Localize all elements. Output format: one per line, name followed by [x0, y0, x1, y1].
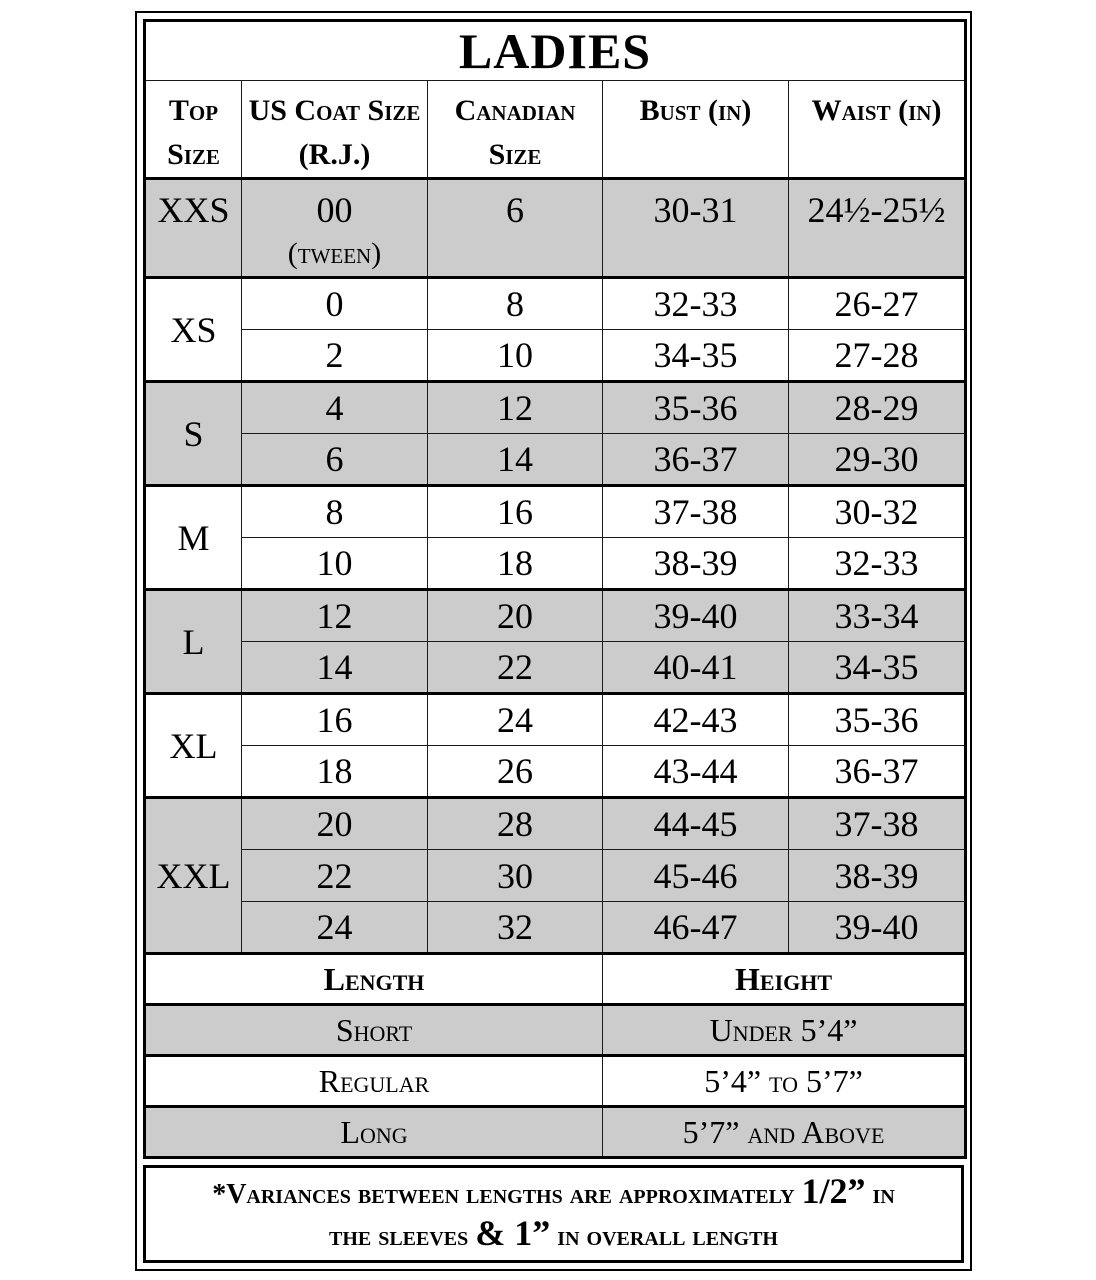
col-header-us-coat-size: US Coat Size (R.J.) [242, 81, 428, 179]
us-coat-size-cell: 22 [242, 850, 428, 902]
outer-frame [135, 11, 972, 1271]
footnote-line-2 [156, 1214, 951, 1256]
col-header-bust: Bust (in) [603, 81, 789, 179]
table-row-xl-2 [145, 746, 966, 798]
us-coat-size-cell: 8 [242, 486, 428, 538]
waist-cell: 35-36 [789, 694, 966, 746]
chart-title: LADIES [145, 21, 966, 81]
height-value: 5’4” to 5’7” [603, 1056, 966, 1107]
table-row-xxl-1 [145, 798, 966, 850]
canadian-size-cell: 26 [428, 746, 603, 798]
canadian-size-cell: 28 [428, 798, 603, 850]
canadian-size-cell: 20 [428, 590, 603, 642]
footnote-box [143, 1165, 964, 1263]
us-coat-size-cell: 14 [242, 642, 428, 694]
canadian-size-cell: 8 [428, 278, 603, 330]
top-size-label: S [145, 382, 242, 486]
waist-cell: 39-40 [789, 902, 966, 954]
waist-cell: 30-32 [789, 486, 966, 538]
bust-cell: 43-44 [603, 746, 789, 798]
footnote-line-1 [156, 1172, 951, 1214]
bust-cell: 34-35 [603, 330, 789, 382]
top-size-label: XL [145, 694, 242, 798]
table-row-xs-1 [145, 278, 966, 330]
height-value: 5’7” and Above [603, 1107, 966, 1158]
us-coat-size-cell: 20 [242, 798, 428, 850]
table-row-m-2 [145, 538, 966, 590]
table-row-xxl-2 [145, 850, 966, 902]
us-coat-size-value: 00 [316, 190, 353, 230]
length-height-header-row [145, 954, 966, 1005]
us-coat-size-cell: 24 [242, 902, 428, 954]
canadian-size-cell: 32 [428, 902, 603, 954]
canadian-size-cell: 18 [428, 538, 603, 590]
bust-cell: 46-47 [603, 902, 789, 954]
us-coat-size-cell: 6 [242, 434, 428, 486]
table-row-l-1 [145, 590, 966, 642]
table-row-s-2 [145, 434, 966, 486]
table-row-xl-1 [145, 694, 966, 746]
us-coat-size-cell: 2 [242, 330, 428, 382]
canadian-size-cell: 22 [428, 642, 603, 694]
bust-cell: 39-40 [603, 590, 789, 642]
canadian-size-cell: 24 [428, 694, 603, 746]
us-coat-size-cell: 4 [242, 382, 428, 434]
bust-cell: 35-36 [603, 382, 789, 434]
us-coat-size-cell: 16 [242, 694, 428, 746]
canadian-size-cell: 6 [428, 179, 603, 278]
table-row-l-2 [145, 642, 966, 694]
bust-cell: 36-37 [603, 434, 789, 486]
footnote-text: in overall length [550, 1221, 778, 1252]
length-row-long [145, 1107, 966, 1158]
length-value: Regular [145, 1056, 603, 1107]
length-header: Length [145, 954, 603, 1005]
table-row-xxl-3 [145, 902, 966, 954]
footnote-measurement: & 1” [475, 1213, 551, 1253]
col-header-waist: Waist (in) [789, 81, 966, 179]
col-header-top-size: Top Size [145, 81, 242, 179]
length-row-short [145, 1005, 966, 1056]
table-row-xs-2 [145, 330, 966, 382]
waist-cell: 36-37 [789, 746, 966, 798]
column-header-row [145, 81, 966, 179]
footnote-text: in [865, 1179, 895, 1210]
height-value: Under 5’4” [603, 1005, 966, 1056]
us-coat-size-cell: 12 [242, 590, 428, 642]
bust-cell: 45-46 [603, 850, 789, 902]
table-row-s-1 [145, 382, 966, 434]
waist-cell: 24½-25½ [789, 179, 966, 278]
canadian-size-cell: 14 [428, 434, 603, 486]
col-header-canadian-size: Canadian Size [428, 81, 603, 179]
canadian-size-cell: 30 [428, 850, 603, 902]
table-row-xxs [145, 179, 966, 278]
top-size-label: XS [145, 278, 242, 382]
tween-note: (tween) [287, 237, 382, 270]
top-size-label: L [145, 590, 242, 694]
waist-cell: 29-30 [789, 434, 966, 486]
waist-cell: 32-33 [789, 538, 966, 590]
canadian-size-cell: 12 [428, 382, 603, 434]
height-header: Height [603, 954, 966, 1005]
us-coat-size-cell: 10 [242, 538, 428, 590]
length-value: Long [145, 1107, 603, 1158]
bust-cell: 37-38 [603, 486, 789, 538]
ladies-size-table [143, 19, 967, 1159]
bust-cell: 42-43 [603, 694, 789, 746]
waist-cell: 27-28 [789, 330, 966, 382]
us-coat-size-cell [242, 179, 428, 278]
top-size-label: XXL [145, 798, 242, 954]
waist-cell: 34-35 [789, 642, 966, 694]
bust-cell: 32-33 [603, 278, 789, 330]
top-size-label: M [145, 486, 242, 590]
footnote-text: *Variances between lengths are approximately [212, 1179, 802, 1210]
bust-cell: 38-39 [603, 538, 789, 590]
bust-cell: 44-45 [603, 798, 789, 850]
canadian-size-cell: 16 [428, 486, 603, 538]
waist-cell: 28-29 [789, 382, 966, 434]
waist-cell: 38-39 [789, 850, 966, 902]
top-size-label: XXS [145, 179, 242, 278]
waist-cell: 33-34 [789, 590, 966, 642]
us-coat-size-cell: 0 [242, 278, 428, 330]
bust-cell: 30-31 [603, 179, 789, 278]
footnote-measurement: 1/2” [801, 1171, 866, 1211]
length-value: Short [145, 1005, 603, 1056]
table-row-m-1 [145, 486, 966, 538]
waist-cell: 26-27 [789, 278, 966, 330]
us-coat-size-cell: 18 [242, 746, 428, 798]
footnote-text: the sleeves [328, 1221, 476, 1252]
length-row-regular [145, 1056, 966, 1107]
canadian-size-cell: 10 [428, 330, 603, 382]
waist-cell: 37-38 [789, 798, 966, 850]
ladies-size-chart-page [135, 11, 972, 1271]
title-row [145, 21, 966, 81]
bust-cell: 40-41 [603, 642, 789, 694]
